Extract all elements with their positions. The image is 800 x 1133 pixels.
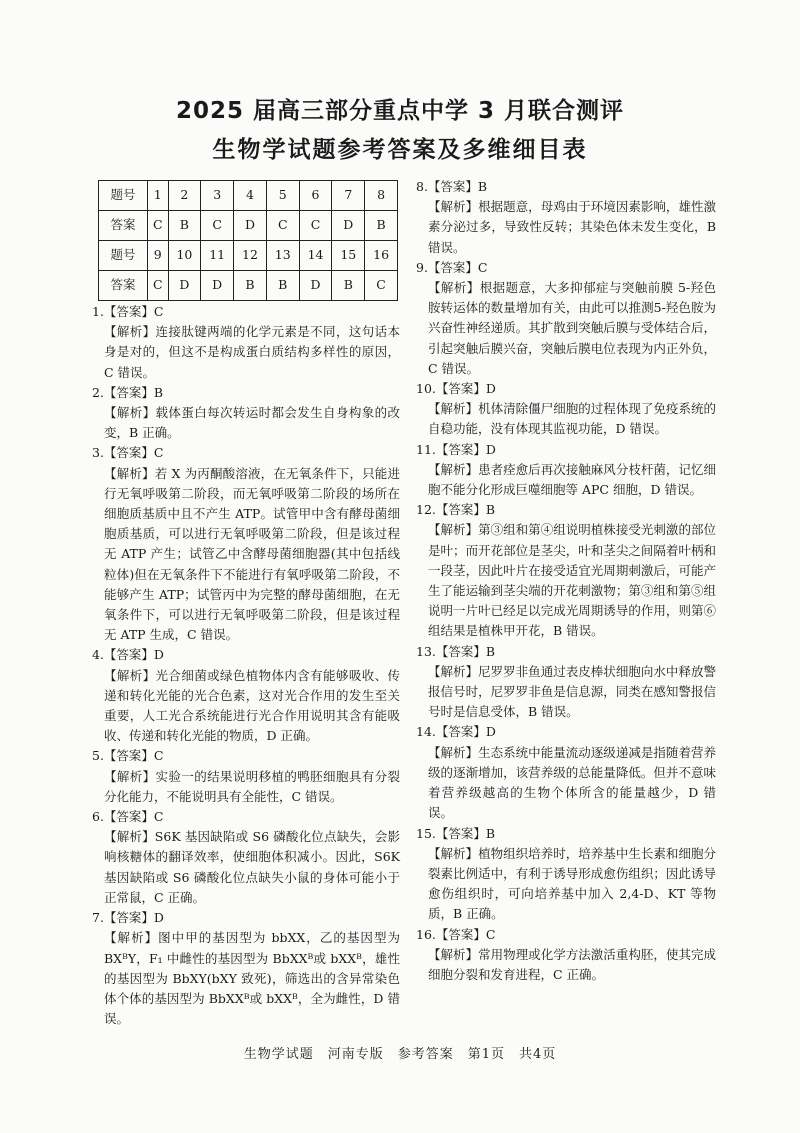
answer-label: 8.【答案】B [416, 179, 488, 194]
answer-table-cell: D [234, 211, 267, 241]
answer-label: 2.【答案】B [92, 384, 164, 400]
answer-table-row [99, 241, 398, 271]
answer-table-cell: B [365, 211, 398, 241]
answer-item [416, 177, 716, 258]
answer-explanation: 【解析】根据题意，母鸡由于环境因素影响，雄性激素分泌过多，导致性反转；其染色体未发生变化，B 错误。 [428, 199, 716, 255]
answer-table-cell: B [234, 271, 267, 301]
answer-item [92, 302, 400, 383]
answer-table-cell: D [201, 271, 234, 301]
answer-explanation: 【解析】实验一的结果说明移植的鸭胚细胞具有分裂分化能力，不能说明具有全能性，C 错误。 [104, 768, 400, 804]
answer-item [416, 500, 716, 641]
answer-explanation: 【解析】机体清除僵尸细胞的过程体现了免疫系统的自稳功能，没有体现其监视功能，D 错误。 [428, 401, 716, 437]
answer-label: 10.【答案】D [416, 381, 496, 397]
answer-explanation: 【解析】生态系统中能量流动逐级递减是指随着营养级的逐渐增加，该营养级的总能量降低。但并不意味着营养级越高的生物个体所含的能量越少，D 错误。 [428, 744, 716, 821]
answer-table [98, 180, 398, 301]
answer-table-header-cell: 题号 [99, 181, 148, 211]
answer-item [92, 443, 400, 645]
answer-item [92, 807, 400, 908]
answer-table-cell: 8 [365, 181, 398, 211]
answer-item [416, 379, 716, 440]
answer-item [92, 383, 400, 444]
answer-item [92, 908, 400, 1029]
answer-table-cell: 6 [299, 181, 332, 211]
answer-table-cell: 16 [365, 241, 398, 271]
answer-table-header-cell: 答案 [99, 271, 148, 301]
answer-table-cell: 10 [168, 241, 201, 271]
answer-explanation: 【解析】S6K 基因缺陷或 S6 磷酸化位点缺失，会影响核糖体的翻译效率，使细胞体积减小。因此，S6K 基因缺陷或 S6 磷酸化位点缺失小鼠的身体可能小于正常鼠，C 正确。 [104, 829, 400, 905]
answer-table-header-cell: 题号 [99, 241, 148, 271]
page-title: 2025 届高三部分重点中学 3 月联合测评 [175, 98, 625, 124]
answer-table-cell: 14 [299, 241, 332, 271]
left-column [92, 180, 400, 1029]
page-footer: 生物学试题 河南专版 参考答案 第1页 共4页 [243, 1047, 557, 1062]
answer-table-cell: 3 [201, 181, 234, 211]
answer-explanation: 【解析】常用物理或化学方法激活重构胚，使其完成细胞分裂和发育进程，C 正确。 [428, 946, 716, 982]
answer-table-cell: C [299, 211, 332, 241]
answer-label: 13.【答案】B [416, 643, 496, 659]
answer-label: 14.【答案】D [416, 724, 496, 740]
answer-label: 7.【答案】D [92, 910, 164, 926]
answer-table-cell: C [148, 211, 169, 241]
answer-label: 15.【答案】B [416, 825, 496, 841]
answer-table-row [99, 211, 398, 241]
answer-explanation: 【解析】光合细菌或绿色植物体内含有能够吸收、传递和转化光能的光合色素，这对光合作用的发生至关重要，人工光合系统能进行光合作用说明其含有能吸收、传递和转化光能的物质，D 正确。 [104, 667, 400, 744]
answer-explanation: 【解析】植物组织培养时，培养基中生长素和细胞分裂素比例适中，有利于诱导形成愈伤组织；因此诱导愈伤组织时，可向培养基中加入 2,4-D、KT 等物质，B 正确。 [428, 845, 716, 922]
answer-item [92, 645, 400, 746]
answer-explanation: 【解析】载体蛋白每次转运时都会发生自身构象的改变，B 正确。 [104, 405, 400, 441]
answer-table-cell: B [266, 271, 299, 301]
answer-table-header-cell: 答案 [99, 211, 148, 241]
answer-table-cell: 12 [234, 241, 267, 271]
answer-item [416, 722, 716, 823]
answer-explanation: 【解析】尼罗罗非鱼通过表皮棒状细胞向水中释放警报信号时，尼罗罗非鱼是信息源，同类在感知警报信号时是信息受体，B 错误。 [428, 663, 716, 720]
answer-table-cell: B [168, 211, 201, 241]
answer-table-cell: 11 [201, 241, 234, 271]
answer-item [416, 440, 716, 501]
answer-item [416, 925, 716, 986]
answer-label: 4.【答案】D [92, 647, 164, 663]
answer-explanation: 【解析】若 X 为丙酮酸溶液，在无氧条件下，只能进行无氧呼吸第二阶段，而无氧呼吸第二阶段的场所在细胞质基质中且不产生 ATP。试管甲中含有酵母菌细胞质基质，可以进行无氧呼吸第二阶段，但是该过程无 ATP 产生；试管乙中含酵母菌细胞器(其中包括线粒体)但在无氧条件下不能进行有氧呼吸第二阶段，不能够产生 ATP；试管丙中为完整的酵母菌细胞，在无氧条件下，可以进行无氧呼吸第二阶段，但是该过程无 ATP 生成，C 错误。 [104, 465, 400, 643]
answer-table-cell: 1 [148, 181, 169, 211]
answer-table-cell: C [148, 271, 169, 301]
answer-label: 12.【答案】B [416, 502, 496, 518]
answer-table-cell: B [332, 271, 365, 301]
answer-table-row [99, 271, 398, 301]
answer-label: 16.【答案】C [416, 926, 496, 942]
answer-table-cell: C [201, 211, 234, 241]
answer-label: 11.【答案】D [416, 441, 496, 457]
answer-item [92, 746, 400, 807]
answer-item [416, 824, 716, 925]
answer-table-cell: 2 [168, 181, 201, 211]
right-column [416, 177, 716, 985]
answer-table-cell: D [299, 271, 332, 301]
answer-explanation: 【解析】患者痊愈后再次接触麻风分枝杆菌，记忆细胞不能分化形成巨噬细胞等 APC 细胞，D 错误。 [428, 461, 716, 498]
answer-explanation: 【解析】连接肽键两端的化学元素是不同，这句话本身是对的，但这不是构成蛋白质结构多样性的原因，C 错误。 [104, 324, 400, 380]
answer-table-cell: C [365, 271, 398, 301]
answer-explanation: 【解析】图中甲的基因型为 bbXX，乙的基因型为 BXᴮY，F₁ 中雌性的基因型为 BbXXᴮ或 bXXᴮ，雄性的基因型为 BbXY(bXY 致死)，筛选出的含异常染色体个体的基因型为 BbXXᴮ或 bXXᴮ，全为雌性，D 错误。 [104, 930, 400, 1027]
page-subtitle: 生物学试题参考答案及多维细目表 [212, 137, 588, 163]
answer-label: 6.【答案】C [92, 809, 164, 825]
answer-table-cell: 5 [266, 181, 299, 211]
answer-label: 3.【答案】C [92, 445, 164, 461]
answer-explanation: 【解析】第③组和第④组说明植株接受光刺激的部位是叶；而开花部位是茎尖，叶和茎尖之间隔着叶柄和一段茎，因此叶片在接受适宜光周期刺激后，可能产生了能运输到茎尖端的开花刺激物；第③组和第⑤组说明一片叶已经足以完成光周期诱导的作用，则第⑥组结果是植株甲开花，B 错误。 [428, 522, 716, 639]
answer-table-cell: 9 [148, 241, 169, 271]
answer-table-cell: 7 [332, 181, 365, 211]
answer-table-row [99, 181, 398, 211]
answer-table-cell: 4 [234, 181, 267, 211]
answer-label: 9.【答案】C [416, 259, 488, 275]
answer-label: 1.【答案】C [92, 304, 164, 319]
answer-label: 5.【答案】C [92, 748, 164, 764]
answer-explanation: 【解析】根据题意，大多抑郁症与突触前膜 5-羟色胺转运体的数量增加有关，由此可以推测5-羟色胺为兴奋性神经递质。其扩散到突触后膜与受体结合后，引起突触后膜兴奋，突触后膜电位表现为内正外负，C 错误。 [428, 280, 716, 376]
answer-table-cell: C [266, 211, 299, 241]
answer-table-cell: 15 [332, 241, 365, 271]
answer-table-cell: D [168, 271, 201, 301]
answer-table-cell: 13 [266, 241, 299, 271]
answer-table-cell: D [332, 211, 365, 241]
answer-item [416, 258, 716, 379]
answer-item [416, 642, 716, 723]
